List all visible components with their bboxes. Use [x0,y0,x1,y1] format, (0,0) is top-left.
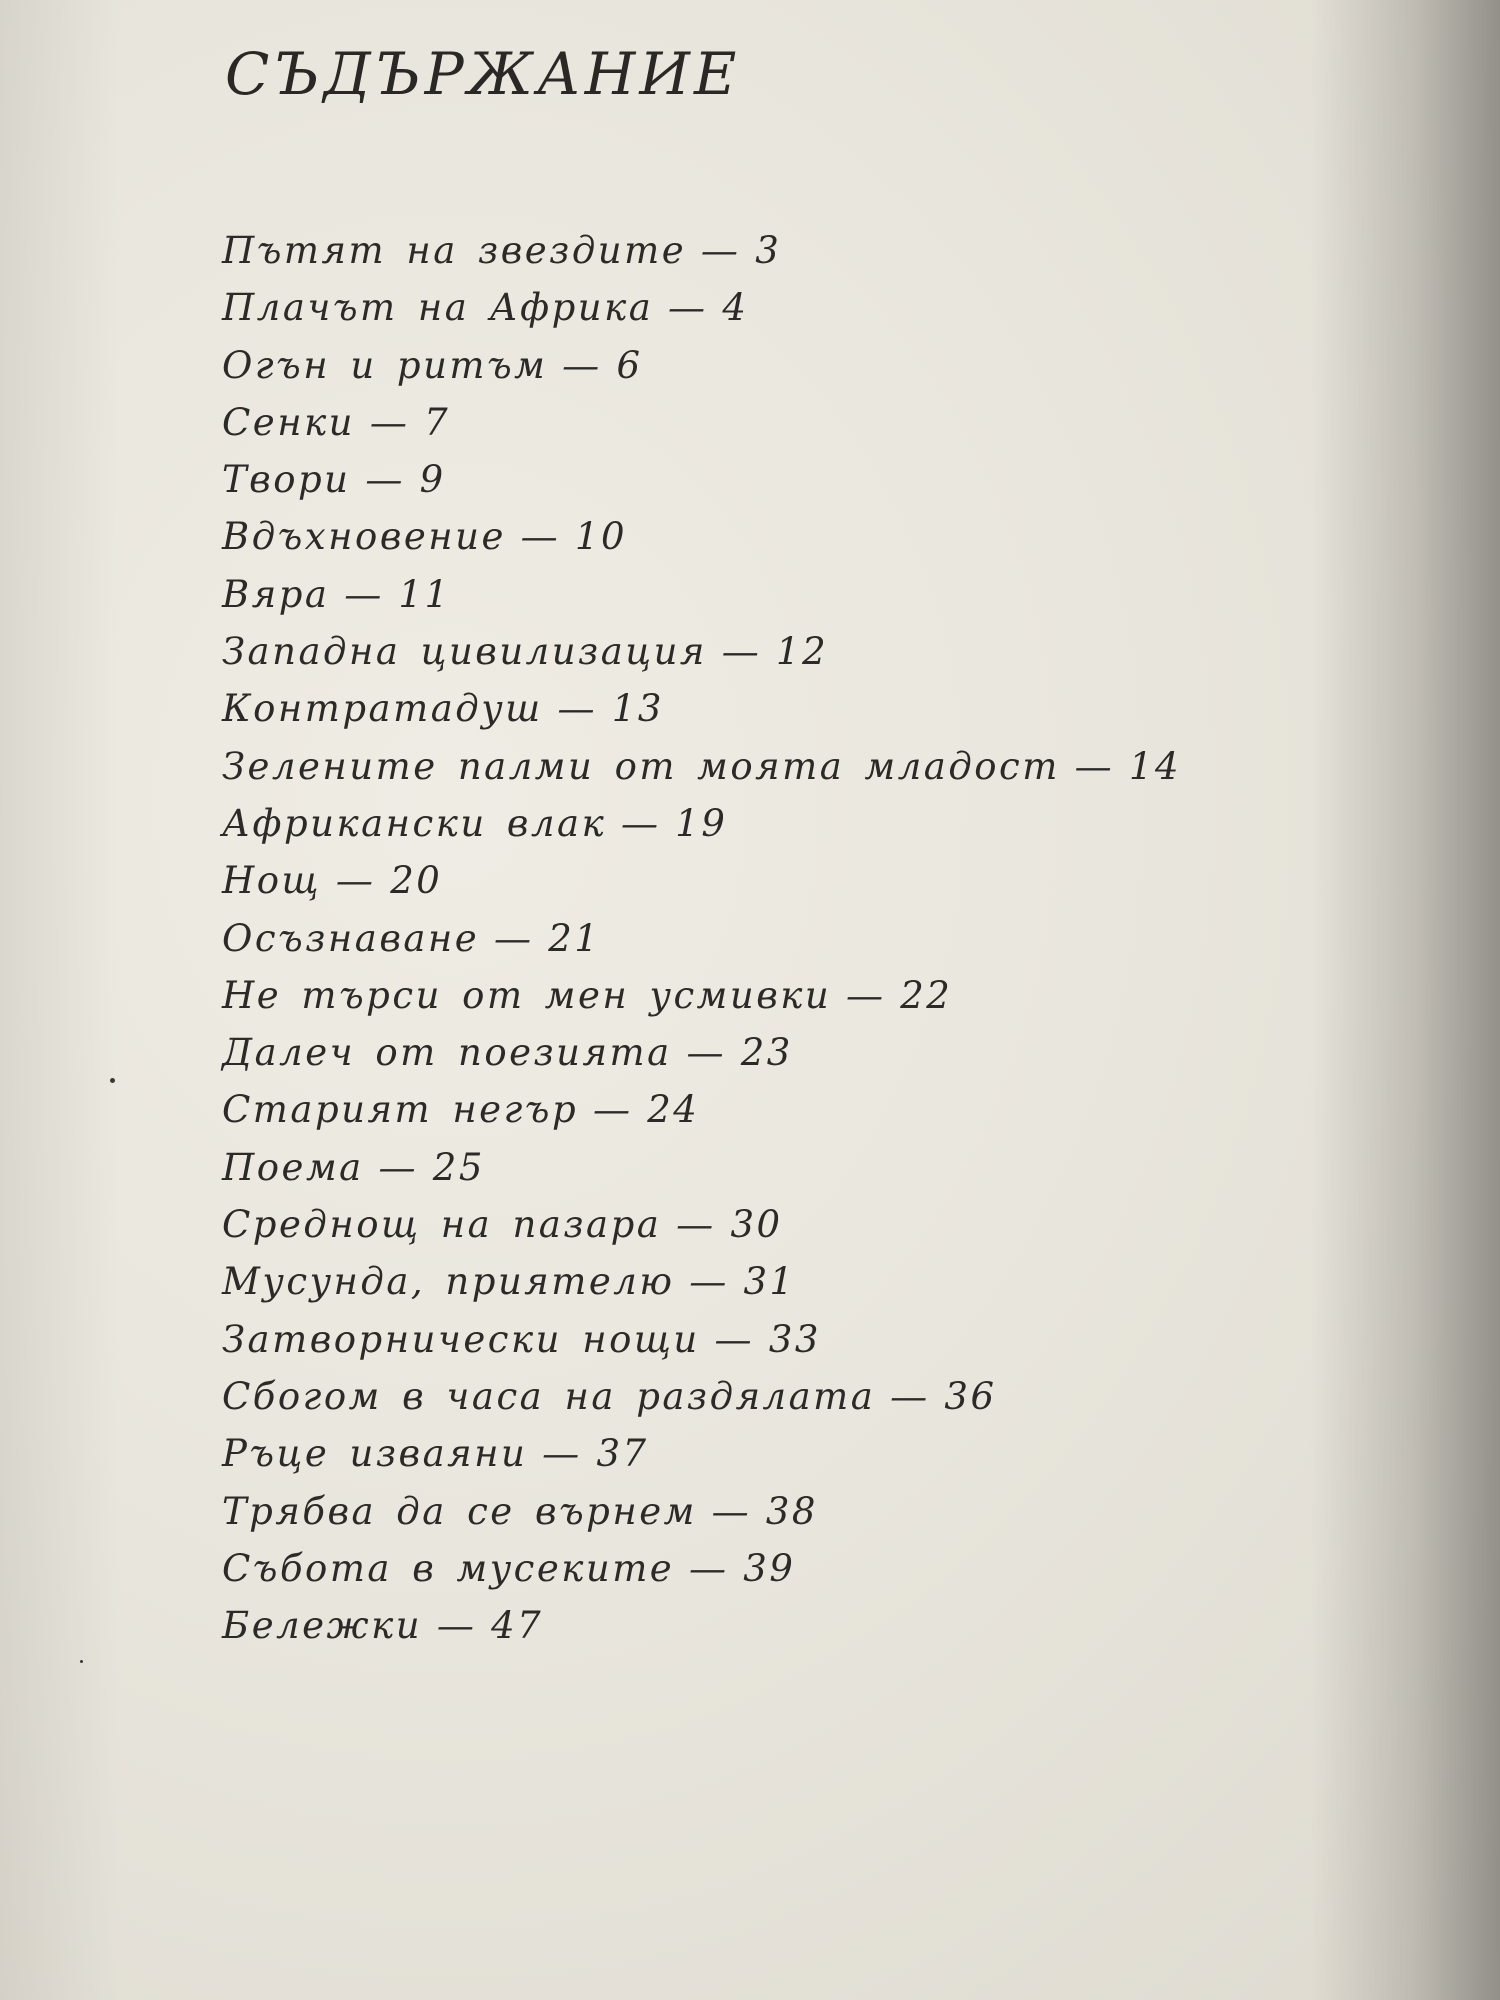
toc-entry-title: Затворнически нощи [222,1317,700,1361]
toc-entry-dash: — [365,458,405,502]
toc-entry-dash: — [494,916,534,960]
toc-entry-title: Пътят на звездите [222,229,687,272]
page-title: СЪДЪРЖАНИЕ [225,40,741,108]
toc-entry-title: Ръце изваяни [222,1432,528,1476]
toc-entry-page-number: 24 [647,1088,700,1132]
toc-entry-title: Сенки [222,400,356,444]
toc-entry-dash: — [686,1031,726,1075]
toc-entry-title: Осъзнаване [222,916,480,960]
toc-entry-page-number: 38 [765,1489,818,1533]
toc-entry-title: Среднощ на пазара [222,1203,662,1247]
toc-entry-dash: — [676,1203,716,1247]
toc-entry-page-number: 4 [722,286,749,330]
toc-entry-dash: — [557,687,598,731]
table-of-contents [222,222,1181,1654]
toc-entry-dash: — [378,1145,418,1189]
toc-entry-page-number: 7 [424,400,451,444]
toc-entry [222,222,1181,279]
toc-entry-title: Далеч от поезията [222,1031,672,1075]
toc-entry-page-number: 30 [730,1203,783,1247]
toc-entry-page-number: 14 [1128,744,1182,788]
toc-entry-dash: — [714,1317,755,1361]
toc-entry-dash: — [689,1546,729,1590]
toc-entry-page-number: 12 [776,630,829,674]
toc-entry-page-number: 13 [611,687,664,731]
toc-entry-page-number: 36 [944,1374,997,1418]
page-shadow-left [0,0,120,2000]
toc-entry [222,910,1181,967]
paper-speck [110,1078,115,1083]
toc-entry [222,337,1181,394]
toc-entry-page-number: 11 [398,572,451,616]
toc-entry-page-number: 39 [743,1546,796,1590]
toc-entry [222,1253,1181,1310]
toc-entry [222,623,1181,680]
toc-entry [222,1196,1181,1253]
toc-entry-page-number: 9 [419,458,446,502]
toc-entry [222,394,1181,451]
toc-entry-dash: — [542,1432,582,1476]
toc-entry [222,1368,1181,1425]
toc-entry-title: Плачът на Африка [222,286,654,330]
toc-entry-page-number: 47 [491,1604,544,1648]
toc-entry-title: Сбогом в часа на раздялата [222,1374,876,1418]
toc-entry-dash: — [436,1604,477,1648]
toc-entry-page-number: 6 [616,343,643,387]
toc-entry-dash: — [1074,744,1115,788]
toc-entry-page-number: 22 [900,973,953,1017]
page-shadow-right [1310,0,1500,2000]
toc-entry-dash: — [689,1260,729,1304]
toc-entry [222,1024,1181,1081]
toc-entry-page-number: 31 [743,1260,796,1304]
toc-entry-title: Трябва да се върнем [222,1489,697,1533]
toc-entry [222,1139,1181,1196]
toc-entry-title: Огън и ритъм [222,343,548,387]
toc-entry-title: Не търси от мен усмивки [222,973,832,1017]
toc-entry-title: Нощ [222,859,322,903]
toc-entry [222,852,1181,909]
paper-speck [80,1660,83,1663]
toc-entry-dash: — [845,973,886,1017]
toc-entry-title: Контратадуш [222,687,543,731]
toc-entry-dash: — [721,630,762,674]
toc-entry-title: Зелените палми от моята младост [222,744,1060,788]
toc-entry-page-number: 3 [755,229,782,272]
toc-entry-page-number: 21 [548,916,601,960]
toc-entry-title: Събота в мусеките [222,1546,675,1590]
toc-entry-title: Вяра [222,572,330,616]
toc-entry-title: Поема [222,1145,364,1189]
toc-entry [222,1311,1181,1368]
toc-entry-title: Африкански влак [222,801,607,845]
toc-entry-dash: — [369,400,410,444]
toc-entry-title: Твори [222,458,351,502]
toc-entry-dash: — [890,1374,930,1418]
toc-entry-dash: — [668,286,708,330]
toc-entry-page-number: 19 [675,801,728,845]
toc-entry-title: Старият негър [222,1088,579,1132]
toc-entry-title: Вдъхновение [222,515,506,559]
toc-entry-page-number: 33 [768,1317,821,1361]
toc-entry-title: Западна цивилизация [222,630,707,674]
toc-entry [222,1597,1181,1654]
toc-entry [222,279,1181,336]
toc-entry [222,508,1181,565]
toc-entry-title: Мусунда, приятелю [222,1260,675,1304]
toc-entry-page-number: 23 [740,1031,793,1075]
toc-entry-dash: — [344,572,384,616]
toc-entry-dash: — [620,801,661,845]
toc-entry-page-number: 10 [574,515,628,559]
toc-entry-dash: — [592,1088,633,1132]
toc-entry-dash: — [711,1489,752,1533]
toc-entry-page-number: 25 [432,1145,485,1189]
toc-entry [222,680,1181,737]
toc-entry-page-number: 37 [596,1432,649,1476]
toc-entry [222,1081,1181,1138]
toc-entry-dash: — [335,859,376,903]
toc-entry-dash: — [520,515,561,559]
toc-entry-page-number: 20 [390,859,443,903]
toc-entry-dash: — [562,343,602,387]
toc-entry [222,451,1181,508]
toc-entry [222,566,1181,623]
toc-entry [222,1425,1181,1482]
toc-entry [222,795,1181,852]
toc-entry [222,967,1181,1024]
toc-entry [222,738,1181,795]
toc-entry [222,1540,1181,1597]
toc-entry-dash: — [700,229,741,272]
toc-entry [222,1483,1181,1540]
toc-entry-title: Бележки [222,1604,423,1648]
